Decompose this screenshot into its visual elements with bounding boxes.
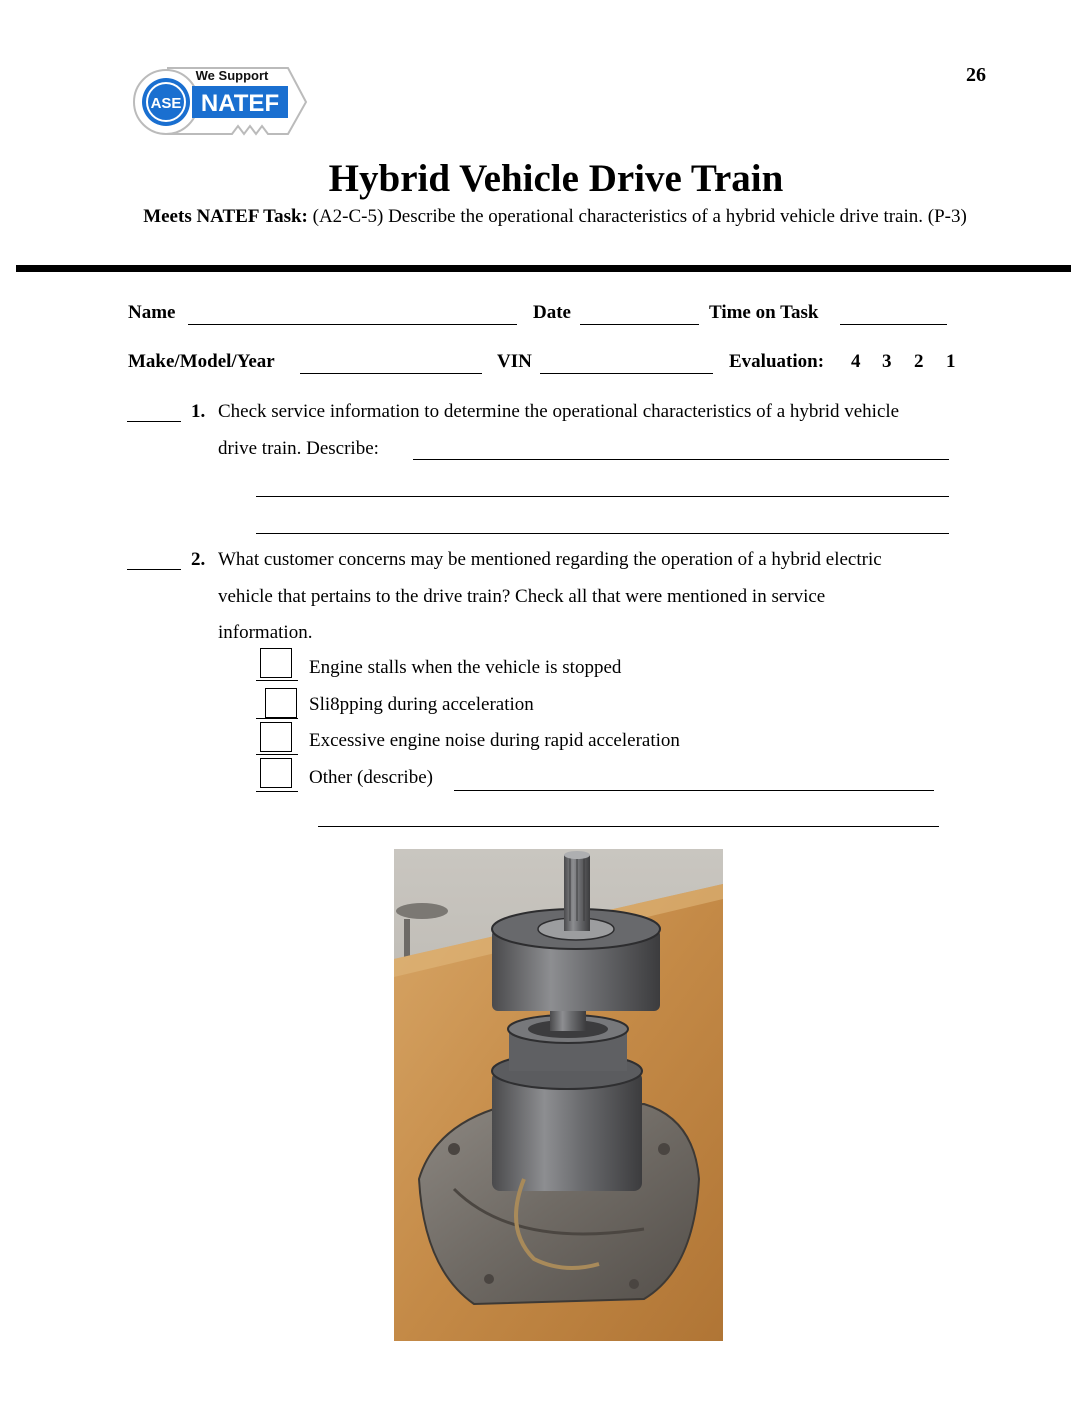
time-on-task-field[interactable] (840, 324, 947, 325)
make-model-year-field[interactable] (300, 373, 482, 374)
name-label: Name (128, 302, 176, 323)
header-divider (16, 265, 1071, 272)
question-2-score-field[interactable] (127, 569, 181, 570)
question-2-text-line3: information. (218, 622, 313, 643)
vin-field[interactable] (540, 373, 713, 374)
logo-tagline: We Support (195, 68, 269, 83)
task-text: (A2-C-5) Describe the operational characteristics of a hybrid vehicle drive train. (P-3) (312, 206, 967, 227)
checklist-item-excessive-noise: Excessive engine noise during rapid acceleration (309, 730, 680, 751)
checkbox-slipping[interactable] (265, 688, 297, 718)
question-1-text-line1: Check service information to determine the operational characteristics of a hybrid vehicle (218, 401, 900, 422)
task-label: Meets NATEF Task: (143, 206, 308, 227)
question-1-answer-line-3[interactable] (256, 533, 949, 534)
drive-train-photo (394, 849, 723, 1341)
page-title: Hybrid Vehicle Drive Train (328, 157, 784, 200)
checkbox-engine-stalls[interactable] (260, 648, 292, 678)
vin-label: VIN (497, 351, 532, 372)
evaluation-score-2[interactable]: 2 (914, 351, 924, 372)
evaluation-score-1[interactable]: 1 (946, 351, 956, 372)
question-2-number: 2. (191, 549, 206, 570)
evaluation-label: Evaluation: (729, 351, 825, 372)
checklist-item-other: Other (describe) (309, 767, 433, 788)
checklist-item-slipping: Sli8pping during acceleration (309, 694, 534, 715)
checkbox-underline (256, 680, 298, 681)
logo-brand: NATEF (200, 90, 280, 117)
date-field[interactable] (580, 324, 699, 325)
checkbox-underline (256, 791, 298, 792)
task-description (120, 204, 990, 229)
other-describe-line-2[interactable] (318, 826, 939, 827)
checkbox-excessive-noise[interactable] (260, 722, 292, 752)
checkbox-other[interactable] (260, 758, 292, 788)
checkbox-underline (256, 754, 298, 755)
logo-badge: ASE (150, 95, 182, 112)
question-1-answer-line-1[interactable] (413, 459, 949, 460)
evaluation-score-4[interactable]: 4 (851, 351, 861, 372)
checklist-item-engine-stalls: Engine stalls when the vehicle is stopped (309, 657, 622, 678)
question-2-text-line2: vehicle that pertains to the drive train? Check all that were mentioned in service (218, 586, 826, 607)
question-1-text-line2: drive train. Describe: (218, 438, 379, 459)
date-label: Date (533, 302, 571, 323)
time-on-task-label: Time on Task (709, 302, 819, 323)
make-model-year-label: Make/Model/Year (128, 351, 275, 372)
question-1-number: 1. (191, 401, 206, 422)
question-2-text-line1: What customer concerns may be mentioned regarding the operation of a hybrid electric (218, 549, 882, 570)
ase-natef-logo (128, 60, 308, 150)
checkbox-underline (256, 718, 298, 719)
other-describe-line-1[interactable] (454, 790, 934, 791)
page-number: 26 (966, 64, 986, 86)
evaluation-score-3[interactable]: 3 (882, 351, 892, 372)
name-field[interactable] (188, 324, 517, 325)
question-1-score-field[interactable] (127, 421, 181, 422)
question-1-answer-line-2[interactable] (256, 496, 949, 497)
